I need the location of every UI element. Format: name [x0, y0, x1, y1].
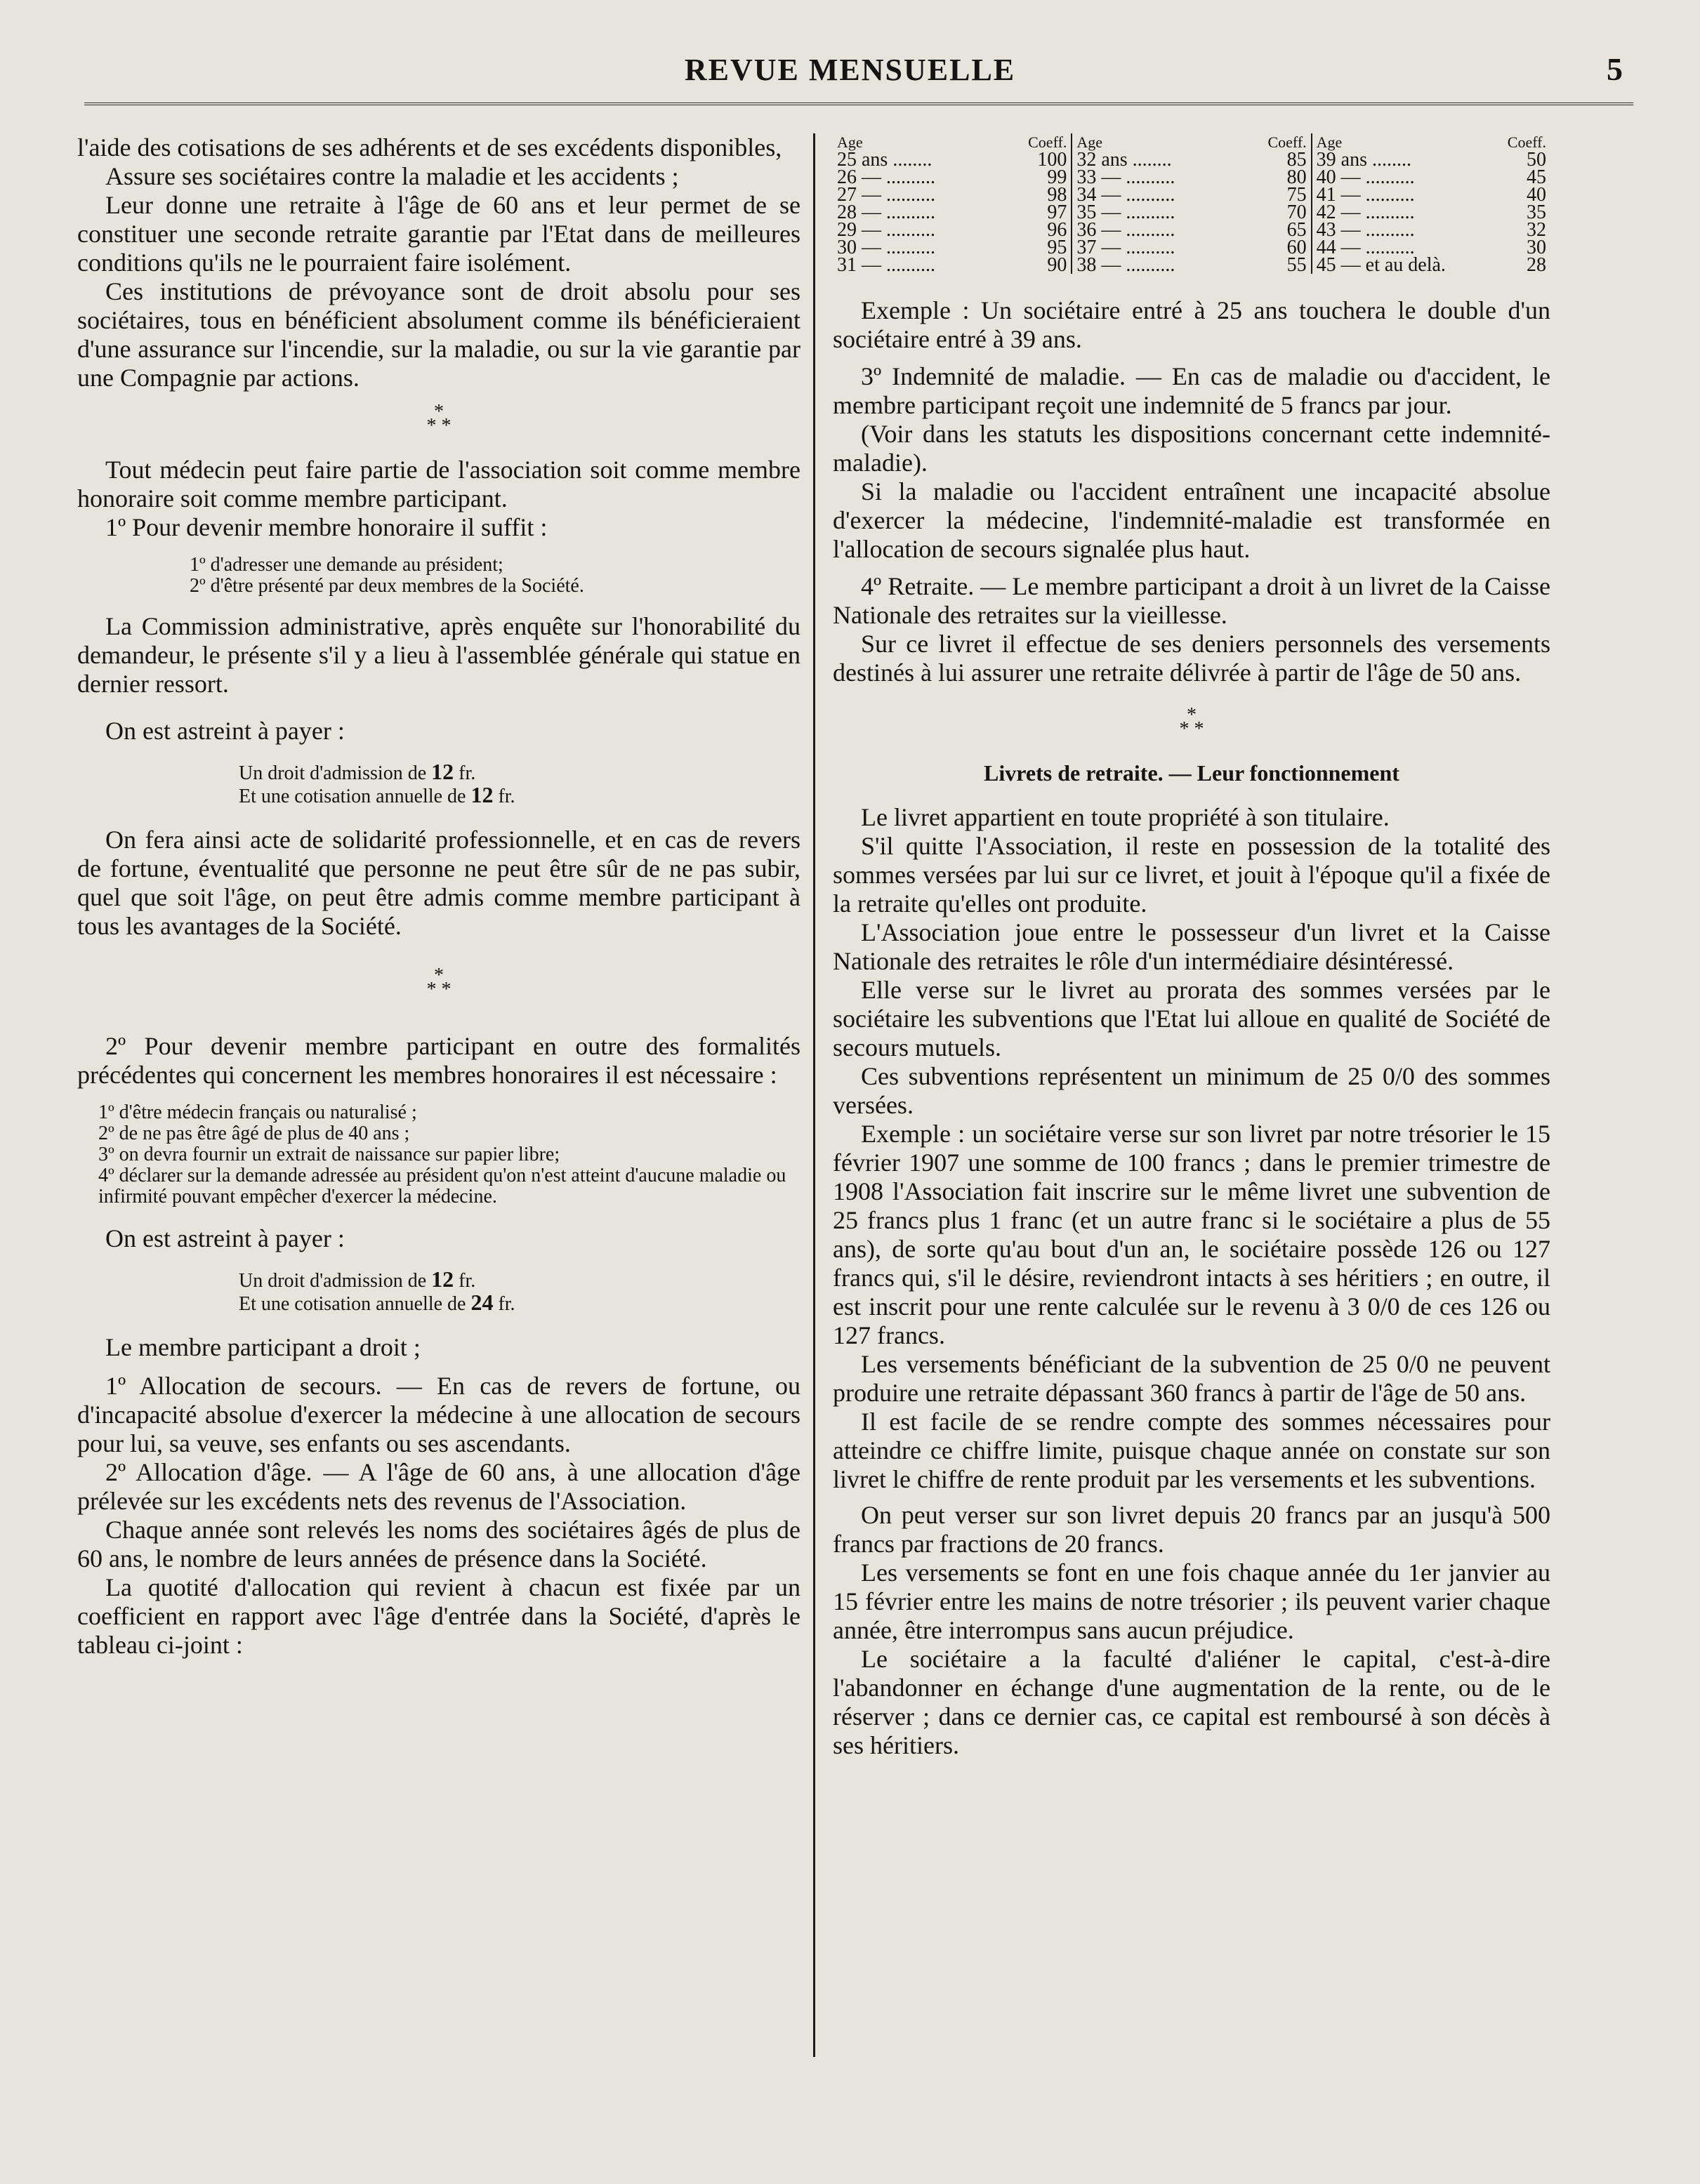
list-item: 1º d'adresser une demande au président;	[190, 554, 503, 576]
list-item: 1º d'être médecin français ou naturalisé ;	[98, 1101, 417, 1123]
paragraph: Exemple : Un sociétaire entré à 25 ans touchera le double d'un sociétaire entré à 39 ans.	[833, 296, 1550, 353]
table-column	[1311, 133, 1550, 274]
age-cell: 39 ans ........	[1316, 149, 1411, 171]
coeff-cell: 60	[1286, 237, 1307, 258]
honoraire-requirements-list	[190, 555, 800, 597]
paragraph: Elle verse sur le livret au prorata des sommes versées par le sociétaire les subventions que l'Etat lui alloue en qualité de Société de secours mutuels.	[833, 976, 1550, 1061]
table-column	[1071, 133, 1310, 274]
fee-amount: 12	[431, 759, 454, 784]
paragraph: On est astreint à payer :	[105, 717, 345, 745]
section-title: Livrets de retraite. — Leur fonctionnement	[984, 760, 1399, 786]
section-separator-stars: * * *	[1179, 704, 1204, 740]
paragraph: 1º Pour devenir membre honoraire il suffit :	[105, 513, 548, 541]
page-header	[77, 48, 1623, 90]
column-header-age: Age	[837, 133, 863, 151]
paragraph: Le sociétaire a la faculté d'aliéner le capital, c'est-à-dire l'abandonner en échange d'une augmentation de la rente, ou de le réserver ; dans ce dernier cas, ce capital est remboursé à son décès à ses héritiers.	[833, 1645, 1550, 1759]
age-cell: 25 ans ........	[837, 149, 933, 171]
running-title: REVUE MENSUELLE	[684, 53, 1016, 87]
paragraph: Assure ses sociétaires contre la maladie et les accidents ;	[105, 162, 679, 190]
age-cell: 30 — ..........	[837, 237, 935, 258]
paragraph: 2º Pour devenir membre participant en outre des formalités précédentes qui concernent les membres honoraires il est nécessaire :	[77, 1032, 800, 1089]
paragraph: L'Association joue entre le possesseur d'un livret et la Caisse Nationale des retraites le rôle d'un intermédiaire désintéressé.	[833, 918, 1550, 975]
fee-label: Et une cotisation annuelle de	[239, 1293, 466, 1315]
fee-label: Un droit d'admission de	[239, 1270, 427, 1292]
column-header-age: Age	[1076, 133, 1102, 151]
coeff-cell: 100	[1037, 149, 1067, 171]
age-cell: 36 — ..........	[1076, 219, 1175, 241]
fee-unit: fr.	[459, 762, 476, 784]
paragraph: Les versements bénéficiant de la subvention de 25 0/0 ne peuvent produire une retraite dépassant 360 francs à partir de l'âge de 50 ans.	[833, 1350, 1550, 1407]
paragraph: On peut verser sur son livret depuis 20 francs par an jusqu'à 500 francs par fractions de 20 francs.	[833, 1501, 1550, 1558]
age-cell: 29 — ..........	[837, 219, 935, 241]
table-row	[1317, 256, 1546, 274]
list-item: 3º on devra fournir un extrait de naissance sur papier libre;	[98, 1144, 560, 1165]
paragraph: La Commission administrative, après enquête sur l'honorabilité du demandeur, le présente s'il y a lieu à l'assemblée générale qui statue en dernier ressort.	[77, 612, 800, 698]
paragraph: 2º Allocation d'âge. — A l'âge de 60 ans, à une allocation d'âge prélevée sur les excédents nets des revenus de l'Association.	[77, 1458, 800, 1515]
table-row	[1076, 256, 1306, 274]
coeff-cell: 97	[1047, 201, 1067, 223]
section-separator-stars: * * *	[426, 401, 452, 437]
fee-label: Et une cotisation annuelle de	[239, 786, 466, 807]
paragraph: S'il quitte l'Association, il reste en possession de la totalité des sommes versées par lui sur ce livret, et jouit à l'époque qu'il a fixée de la retraite qu'elles ont produite.	[833, 832, 1550, 918]
fee-label: Un droit d'admission de	[239, 762, 427, 784]
age-cell: 45 — et au delà.	[1316, 254, 1446, 276]
coeff-cell: 65	[1286, 219, 1307, 241]
paragraph: Sur ce livret il effectue de ses deniers personnels des versements destinés à lui assurer une retraite délivrée à partir de l'âge de 50 ans.	[833, 630, 1550, 687]
age-cell: 41 — ..........	[1316, 184, 1415, 206]
age-cell: 37 — ..........	[1076, 237, 1175, 258]
fees-honoraire	[239, 761, 800, 807]
participant-requirements-list	[98, 1102, 800, 1207]
paragraph: Exemple : un sociétaire verse sur son livret par notre trésorier le 15 février 1907 une somme de 100 francs ; dans le premier trimestre de 1908 l'Association fait inscrire sur le même livret une subvention de 25 francs plus 1 franc (et un autre franc si le sociétaire a plus de 55 ans), de sorte qu'au bout d'un an, le sociétaire possède 126 ou 127 francs qui, s'il le désire, reviendront intacts à ses héritiers ; en outre, il est inscrit pour une rente calculée sur le revenu à 3 0/0 de ces 126 ou 127 francs.	[833, 1120, 1550, 1349]
column-header-coeff: Coeff.	[1028, 133, 1067, 151]
age-cell: 32 ans ........	[1076, 149, 1172, 171]
age-cell: 27 — ..........	[837, 184, 935, 206]
paragraph: 4º Retraite. — Le membre participant a droit à un livret de la Caisse Nationale des retraites sur la vieillesse.	[833, 572, 1550, 629]
age-cell: 26 — ..........	[837, 166, 935, 188]
coeff-cell: 32	[1526, 219, 1546, 241]
column-header-coeff: Coeff.	[1507, 133, 1546, 151]
paragraph: Ces institutions de prévoyance sont de droit absolu pour ses sociétaires, tous en bénéficient absolument comme ils bénéficieraient d'une assurance sur l'incendie, sur la maladie, ou sur la vie garantie par une Compagnie par actions.	[77, 277, 800, 392]
paragraph: Si la maladie ou l'accident entraînent une incapacité absolue d'exercer la médecine, l'indemnité-maladie est transformée en l'allocation de secours signalée plus haut.	[833, 477, 1550, 563]
fee-amount: 12	[431, 1266, 454, 1292]
coeff-cell: 95	[1047, 237, 1067, 258]
coeff-cell: 85	[1286, 149, 1307, 171]
age-cell: 34 — ..........	[1076, 184, 1175, 206]
paragraph: 1º Allocation de secours. — En cas de revers de fortune, ou d'incapacité absolue d'exercer la médecine à une allocation de secours pour lui, sa veuve, ses enfants ou ses ascendants.	[77, 1372, 800, 1457]
fees-participant	[239, 1266, 800, 1315]
age-cell: 33 — ..........	[1076, 166, 1175, 188]
table-column	[833, 133, 1071, 274]
coeff-cell: 50	[1526, 149, 1546, 171]
section-separator-stars: * * *	[426, 965, 452, 1000]
age-cell: 44 — ..........	[1316, 237, 1415, 258]
header-rule	[84, 102, 1633, 105]
paragraph: Tout médecin peut faire partie de l'association soit comme membre honoraire soit comme membre participant.	[77, 456, 800, 512]
right-column	[833, 133, 1550, 1760]
age-cell: 28 — ..........	[837, 201, 935, 223]
coeff-cell: 40	[1526, 184, 1546, 206]
fee-unit: fr.	[459, 1270, 476, 1292]
paragraph: Leur donne une retraite à l'âge de 60 ans et leur permet de se constituer une seconde retraite garantie par l'Etat dans de meilleures conditions qu'ils ne le pourraient faire isolément.	[77, 191, 800, 277]
coeff-cell: 98	[1047, 184, 1067, 206]
paragraph: Ces subventions représentent un minimum de 25 0/0 des sommes versées.	[833, 1062, 1550, 1119]
paragraph: 3º Indemnité de maladie. — En cas de maladie ou d'accident, le membre participant reçoit une indemnité de 5 francs par jour.	[833, 362, 1550, 419]
coeff-cell: 75	[1286, 184, 1307, 206]
age-cell: 38 — ..........	[1076, 254, 1175, 276]
left-column	[77, 133, 800, 1660]
paragraph: l'aide des cotisations de ses adhérents et de ses excédents disponibles,	[77, 133, 782, 161]
coeff-cell: 70	[1286, 201, 1307, 223]
coeff-cell: 35	[1526, 201, 1546, 223]
coeff-cell: 55	[1286, 254, 1307, 276]
list-item: 4º déclarer sur la demande adressée au président qu'on n'est atteint d'aucune maladie ou infirmité pouvant empêcher d'exercer la médecine.	[98, 1165, 786, 1207]
coeff-cell: 30	[1526, 237, 1546, 258]
fee-amount: 24	[470, 1290, 494, 1315]
paragraph: Le livret appartient en toute propriété à son titulaire.	[861, 803, 1390, 831]
coeff-cell: 99	[1047, 166, 1067, 188]
column-header-coeff: Coeff.	[1267, 133, 1307, 151]
paragraph: La quotité d'allocation qui revient à chacun est fixée par un coefficient en rapport avec l'âge d'entrée dans la Société, d'après le tableau ci-joint :	[77, 1573, 800, 1659]
paragraph: Chaque année sont relevés les noms des sociétaires âgés de plus de 60 ans, le nombre de leurs années de présence dans la Société.	[77, 1516, 800, 1573]
age-cell: 42 — ..........	[1316, 201, 1415, 223]
list-item: 2º de ne pas être âgé de plus de 40 ans ;	[98, 1123, 410, 1144]
age-cell: 43 — ..........	[1316, 219, 1415, 241]
paragraph: (Voir dans les statuts les dispositions concernant cette indemnité-maladie).	[833, 420, 1550, 477]
age-cell: 40 — ..........	[1316, 166, 1415, 188]
coeff-cell: 80	[1286, 166, 1307, 188]
age-cell: 31 — ..........	[837, 254, 935, 276]
table-row	[837, 256, 1067, 274]
coeff-cell: 28	[1526, 254, 1546, 276]
list-item: 2º d'être présenté par deux membres de la Société.	[190, 575, 584, 597]
coeff-cell: 96	[1047, 219, 1067, 241]
fee-unit: fr.	[498, 786, 515, 807]
coeff-cell: 90	[1047, 254, 1067, 276]
paragraph: On fera ainsi acte de solidarité professionnelle, et en cas de revers de fortune, éventualité que personne ne peut être sûr de ne pas subir, quel que soit l'âge, on peut être admis comme membre participant à tous les avantages de la Société.	[77, 826, 800, 940]
paragraph: On est astreint à payer :	[105, 1224, 345, 1252]
page-number: 5	[1607, 51, 1623, 87]
paragraph: Il est facile de se rendre compte des sommes nécessaires pour atteindre ce chiffre limite, puisque chaque année on constate sur son livret le chiffre de rente produit par les versements et les subventions.	[833, 1408, 1550, 1493]
coeff-cell: 45	[1526, 166, 1546, 188]
paragraph: Le membre participant a droit ;	[105, 1333, 421, 1361]
fee-unit: fr.	[498, 1293, 515, 1315]
column-header-age: Age	[1316, 133, 1343, 151]
fee-amount: 12	[470, 782, 494, 807]
age-cell: 35 — ..........	[1076, 201, 1175, 223]
column-divider	[813, 133, 815, 2057]
paragraph: Les versements se font en une fois chaque année du 1er janvier au 15 février entre les mains de notre trésorier ; ils peuvent varier chaque année, être interrompus sans aucun préjudice.	[833, 1558, 1550, 1644]
age-coefficient-table	[833, 133, 1550, 274]
